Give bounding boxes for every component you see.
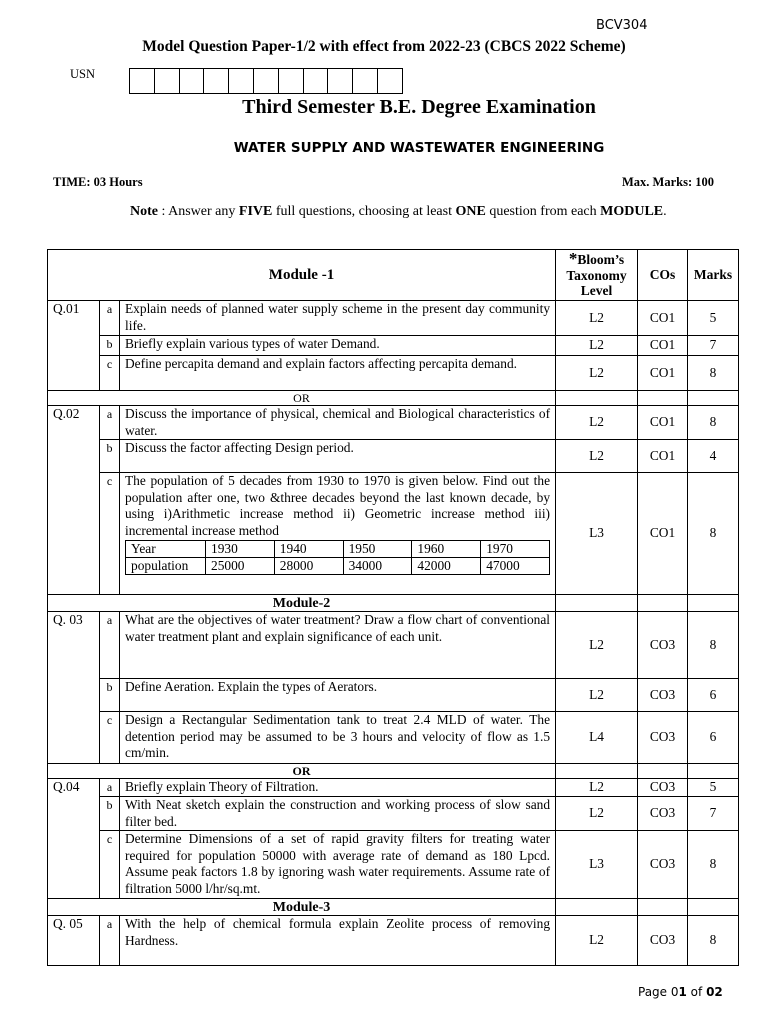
question-text: [120, 473, 556, 595]
marks: 6: [688, 679, 739, 712]
note-text: .: [663, 204, 667, 219]
bloom-level-header: *Bloom’s Taxonomy Level: [556, 250, 638, 301]
question-text: Briefly explain various types of water Demand.: [120, 336, 556, 356]
marks: 5: [688, 779, 739, 797]
exam-duration: TIME: 03 Hours: [53, 175, 143, 189]
course-outcome: CO1: [638, 440, 688, 473]
bloom-level: L2: [556, 779, 638, 797]
sub-part: a: [100, 916, 120, 966]
bloom-level: L4: [556, 712, 638, 764]
table-row: [48, 831, 739, 899]
marks: 7: [688, 336, 739, 356]
year-label: Year: [126, 541, 206, 558]
year-cell: 1960: [412, 541, 481, 558]
sub-part: b: [100, 440, 120, 473]
question-number: Q. 03: [48, 612, 100, 764]
sub-part: a: [100, 779, 120, 797]
note-text: : Answer any: [158, 204, 239, 219]
marks: 8: [688, 406, 739, 440]
table-row: [48, 336, 739, 356]
cos-header: COs: [638, 250, 688, 301]
module-heading: Module-2: [48, 595, 556, 612]
question-text: Design a Rectangular Sedimentation tank to treat 2.4 MLD of water. The detention period may be assumed to be 3 hours and velocity of flow as 1.5 cm/min.: [120, 712, 556, 764]
marks: 8: [688, 916, 739, 966]
course-outcome: CO3: [638, 612, 688, 679]
population-cell: 28000: [274, 558, 343, 575]
question-text: Briefly explain Theory of Filtration.: [120, 779, 556, 797]
note-text: full questions, choosing at least: [272, 204, 456, 219]
note-emphasis: MODULE: [600, 204, 664, 219]
bloom-level: L2: [556, 356, 638, 391]
usn-box: [279, 69, 304, 93]
question-text: With Neat sketch explain the construction and working process of slow sand filter bed.: [120, 797, 556, 831]
sub-part: b: [100, 336, 120, 356]
page-number: Page 01 of 02: [638, 985, 723, 999]
question-text: Define percapita demand and explain factors affecting percapita demand.: [120, 356, 556, 391]
bloom-level: L3: [556, 473, 638, 595]
note-label: Note: [130, 204, 158, 219]
question-table: [47, 249, 739, 966]
question-text: Determine Dimensions of a set of rapid gravity filters for treating water required for population 50000 with average rate of demand as 180 Lpcd. Assume peak factors 1.8 by ignoring wash water requirements. Assume rate of filtration 5000 l/hr/sq.mt.: [120, 831, 556, 899]
table-row: [48, 916, 739, 966]
table-row: [48, 406, 739, 440]
question-number: Q. 05: [48, 916, 100, 966]
question-text: With the help of chemical formula explain Zeolite process of removing Hardness.: [120, 916, 556, 966]
marks: 7: [688, 797, 739, 831]
marks: 8: [688, 612, 739, 679]
population-cell: 25000: [206, 558, 275, 575]
note-emphasis: ONE: [455, 204, 486, 219]
table-row: [48, 440, 739, 473]
marks: 8: [688, 356, 739, 391]
course-outcome: CO3: [638, 712, 688, 764]
course-outcome: CO1: [638, 301, 688, 336]
bloom-level: L2: [556, 612, 638, 679]
question-text-body: The population of 5 decades from 1930 to 1970 is given below. Find out the population after one, two &three decades beyond the last known decade, by using i)Arithmetic increase method ii) Geometric increase method iii) incremental increase method: [125, 473, 551, 538]
sub-part: c: [100, 712, 120, 764]
bloom-level: L2: [556, 916, 638, 966]
table-row: [48, 712, 739, 764]
course-outcome: CO3: [638, 797, 688, 831]
marks: 8: [688, 473, 739, 595]
module-heading: Module-3: [48, 899, 556, 916]
bloom-level: L2: [556, 406, 638, 440]
year-cell: 1940: [274, 541, 343, 558]
table-row: [48, 301, 739, 336]
question-text: Explain needs of planned water supply scheme in the present day community life.: [120, 301, 556, 336]
population-row: [126, 558, 550, 575]
usn-box: [378, 69, 403, 93]
table-row: [48, 679, 739, 712]
or-row: [48, 391, 739, 406]
marks: 5: [688, 301, 739, 336]
module-heading: Module -1: [48, 250, 556, 301]
population-cell: 42000: [412, 558, 481, 575]
usn-box: [180, 69, 205, 93]
question-number: Q.01: [48, 301, 100, 391]
marks: 6: [688, 712, 739, 764]
year-cell: 1950: [343, 541, 412, 558]
max-marks: Max. Marks: 100: [622, 175, 714, 189]
marks: 8: [688, 831, 739, 899]
bloom-level: L2: [556, 440, 638, 473]
module-row: [48, 899, 739, 916]
course-outcome: CO1: [638, 356, 688, 391]
sub-part: c: [100, 473, 120, 595]
table-row: [48, 356, 739, 391]
usn-box: [204, 69, 229, 93]
bloom-level: L2: [556, 679, 638, 712]
sub-part: a: [100, 301, 120, 336]
exam-title: Third Semester B.E. Degree Examination: [242, 96, 596, 118]
table-header-row: [48, 250, 739, 301]
population-cell: 34000: [343, 558, 412, 575]
sub-part: c: [100, 356, 120, 391]
course-outcome: CO3: [638, 916, 688, 966]
year-row: [126, 541, 550, 558]
course-outcome: CO1: [638, 336, 688, 356]
usn-label: USN: [70, 67, 96, 81]
usn-box: [130, 69, 155, 93]
population-label: population: [126, 558, 206, 575]
usn-box: [155, 69, 180, 93]
course-outcome: CO3: [638, 779, 688, 797]
sub-part: c: [100, 831, 120, 899]
sub-part: b: [100, 797, 120, 831]
year-cell: 1970: [481, 541, 550, 558]
question-text: What are the objectives of water treatment? Draw a flow chart of conventional water treatment plant and explain significance of each unit.: [120, 612, 556, 679]
bloom-level: L2: [556, 301, 638, 336]
table-row: [48, 612, 739, 679]
sub-part: a: [100, 612, 120, 679]
question-text: Discuss the factor affecting Design period.: [120, 440, 556, 473]
bloom-level: L2: [556, 336, 638, 356]
usn-box: [229, 69, 254, 93]
or-row: [48, 764, 739, 779]
usn-box: [353, 69, 378, 93]
course-outcome: CO1: [638, 473, 688, 595]
bloom-level: L3: [556, 831, 638, 899]
marks: 4: [688, 440, 739, 473]
question-number: Q.04: [48, 779, 100, 899]
course-outcome: CO3: [638, 679, 688, 712]
module-row: [48, 595, 739, 612]
course-outcome: CO1: [638, 406, 688, 440]
question-text: Define Aeration. Explain the types of Aerators.: [120, 679, 556, 712]
or-label: OR: [48, 764, 556, 779]
note-text: question from each: [485, 204, 601, 219]
population-cell: 47000: [481, 558, 550, 575]
population-table: [125, 540, 550, 575]
course-code: BCV304: [596, 18, 648, 33]
usn-box: [254, 69, 279, 93]
usn-boxes: [129, 68, 403, 94]
table-row: [48, 797, 739, 831]
table-row: [48, 473, 739, 595]
subject-title: WATER SUPPLY AND WASTEWATER ENGINEERING: [233, 140, 605, 156]
question-text: Discuss the importance of physical, chemical and Biological characteristics of water.: [120, 406, 556, 440]
table-row: [48, 779, 739, 797]
bloom-level: L2: [556, 797, 638, 831]
paper-title: Model Question Paper-1/2 with effect from 2022-23 (CBCS 2022 Scheme): [142, 38, 626, 55]
sub-part: a: [100, 406, 120, 440]
marks-header: Marks: [688, 250, 739, 301]
question-number: Q.02: [48, 406, 100, 595]
year-cell: 1930: [206, 541, 275, 558]
usn-box: [304, 69, 329, 93]
course-outcome: CO3: [638, 831, 688, 899]
usn-box: [328, 69, 353, 93]
instructions-note: [130, 204, 667, 220]
sub-part: b: [100, 679, 120, 712]
or-label: OR: [48, 391, 556, 406]
note-emphasis: FIVE: [238, 204, 273, 219]
